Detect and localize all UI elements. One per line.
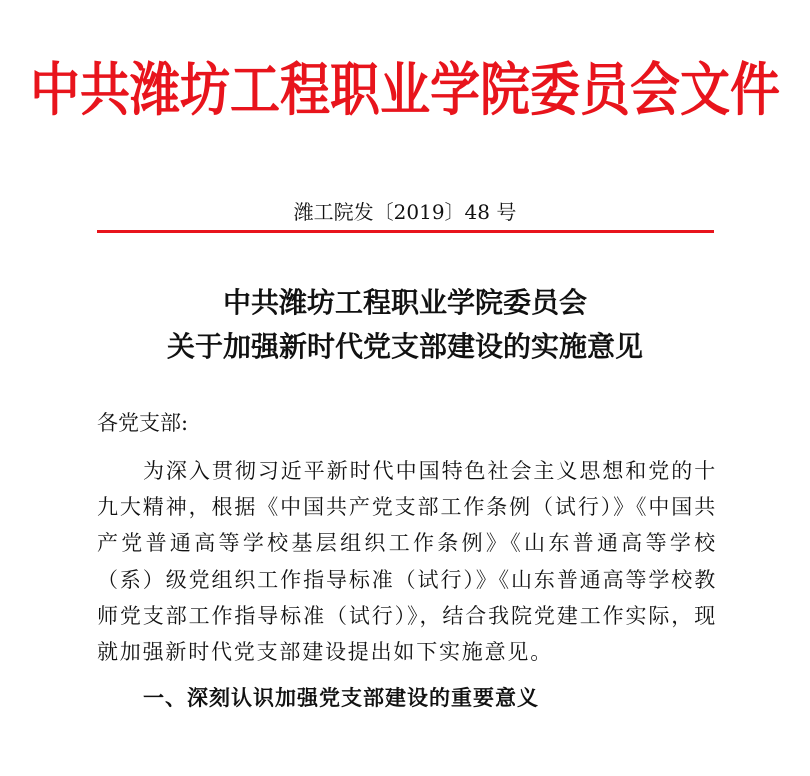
document-number: 潍工院发〔2019〕48 号 [293, 200, 517, 224]
red-divider [97, 230, 714, 233]
section-heading: 一、深刻认识加强党支部建设的重要意义 [143, 686, 539, 710]
body-paragraph: 为深入贯彻习近平新时代中国特色社会主义思想和党的十九大精神，根据《中国共产党支部工作条例（试行）》《中国共产党普通高等学校基层组织工作条例》《山东普通高等学校（系）级党组织工作指导标准（试行）》《山东普通高等学校教师党支部工作指导标准（试行）》，结合我院党建工作实际，现就加强新时代党支部建设提出如下实施意见。 [97, 459, 717, 665]
red-letterhead: 中共潍坊工程职业学院委员会文件 [30, 55, 780, 124]
document-title-line-1: 中共潍坊工程职业学院委员会 [222, 286, 587, 319]
document-title-line-2: 关于加强新时代党支部建设的实施意见 [166, 330, 643, 363]
salutation: 各党支部: [97, 411, 189, 435]
